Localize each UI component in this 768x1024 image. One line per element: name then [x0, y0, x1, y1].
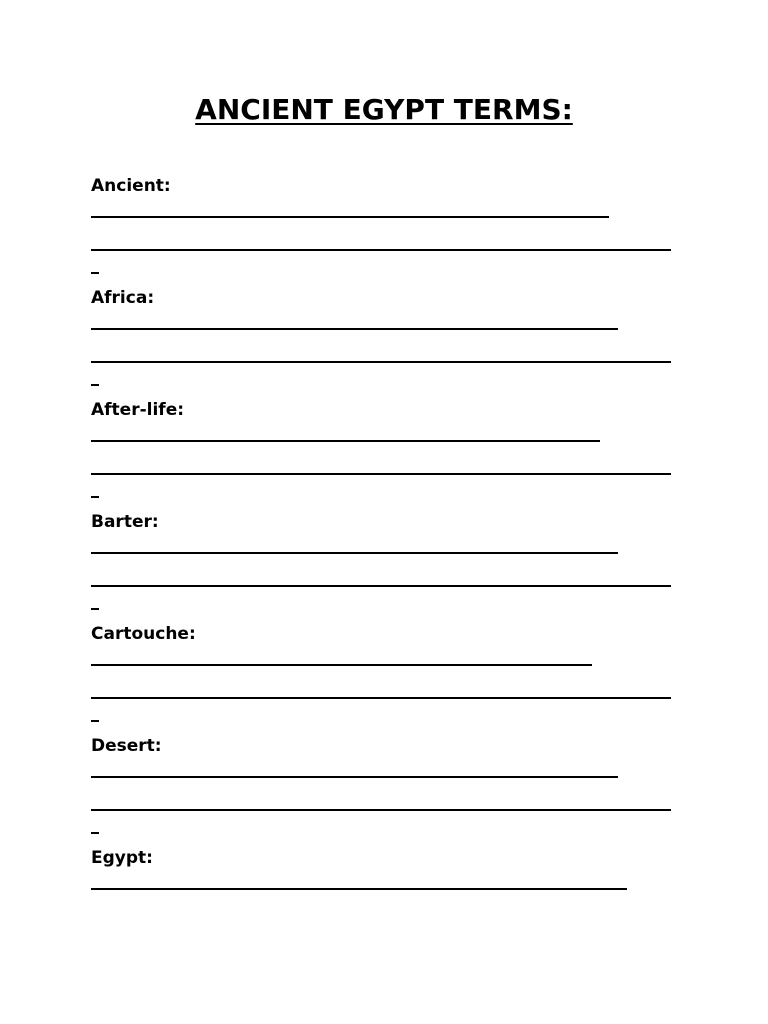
term-entry-desert	[91, 731, 691, 843]
term-label: Africa:	[91, 288, 155, 308]
answer-line[interactable]	[91, 473, 671, 475]
term-entry-ancient	[91, 171, 691, 283]
answer-line[interactable]	[91, 361, 671, 363]
term-entry-after-life	[91, 395, 691, 507]
answer-line[interactable]	[91, 697, 671, 699]
term-label: Barter:	[91, 512, 159, 532]
answer-line[interactable]	[91, 440, 600, 442]
answer-line[interactable]	[91, 809, 671, 811]
answer-line-overflow	[91, 608, 99, 610]
term-label: Ancient:	[91, 176, 171, 196]
answer-line-overflow	[91, 384, 99, 386]
terms-list	[91, 171, 691, 903]
answer-line[interactable]	[91, 664, 592, 666]
term-entry-barter	[91, 507, 691, 619]
answer-line[interactable]	[91, 328, 618, 330]
answer-line-overflow	[91, 832, 99, 834]
answer-line[interactable]	[91, 216, 609, 218]
term-entry-africa	[91, 283, 691, 395]
worksheet-title: ANCIENT EGYPT TERMS:	[195, 93, 573, 126]
answer-line[interactable]	[91, 585, 671, 587]
term-label: Desert:	[91, 736, 162, 756]
term-entry-egypt	[91, 843, 691, 903]
term-label: Cartouche:	[91, 624, 196, 644]
answer-line[interactable]	[91, 249, 671, 251]
answer-line-overflow	[91, 720, 99, 722]
answer-line-overflow	[91, 496, 99, 498]
term-label: Egypt:	[91, 848, 153, 868]
term-label: After-life:	[91, 400, 185, 420]
answer-line-overflow	[91, 272, 99, 274]
term-entry-cartouche	[91, 619, 691, 731]
answer-line[interactable]	[91, 776, 618, 778]
answer-line[interactable]	[91, 888, 627, 890]
answer-line[interactable]	[91, 552, 618, 554]
